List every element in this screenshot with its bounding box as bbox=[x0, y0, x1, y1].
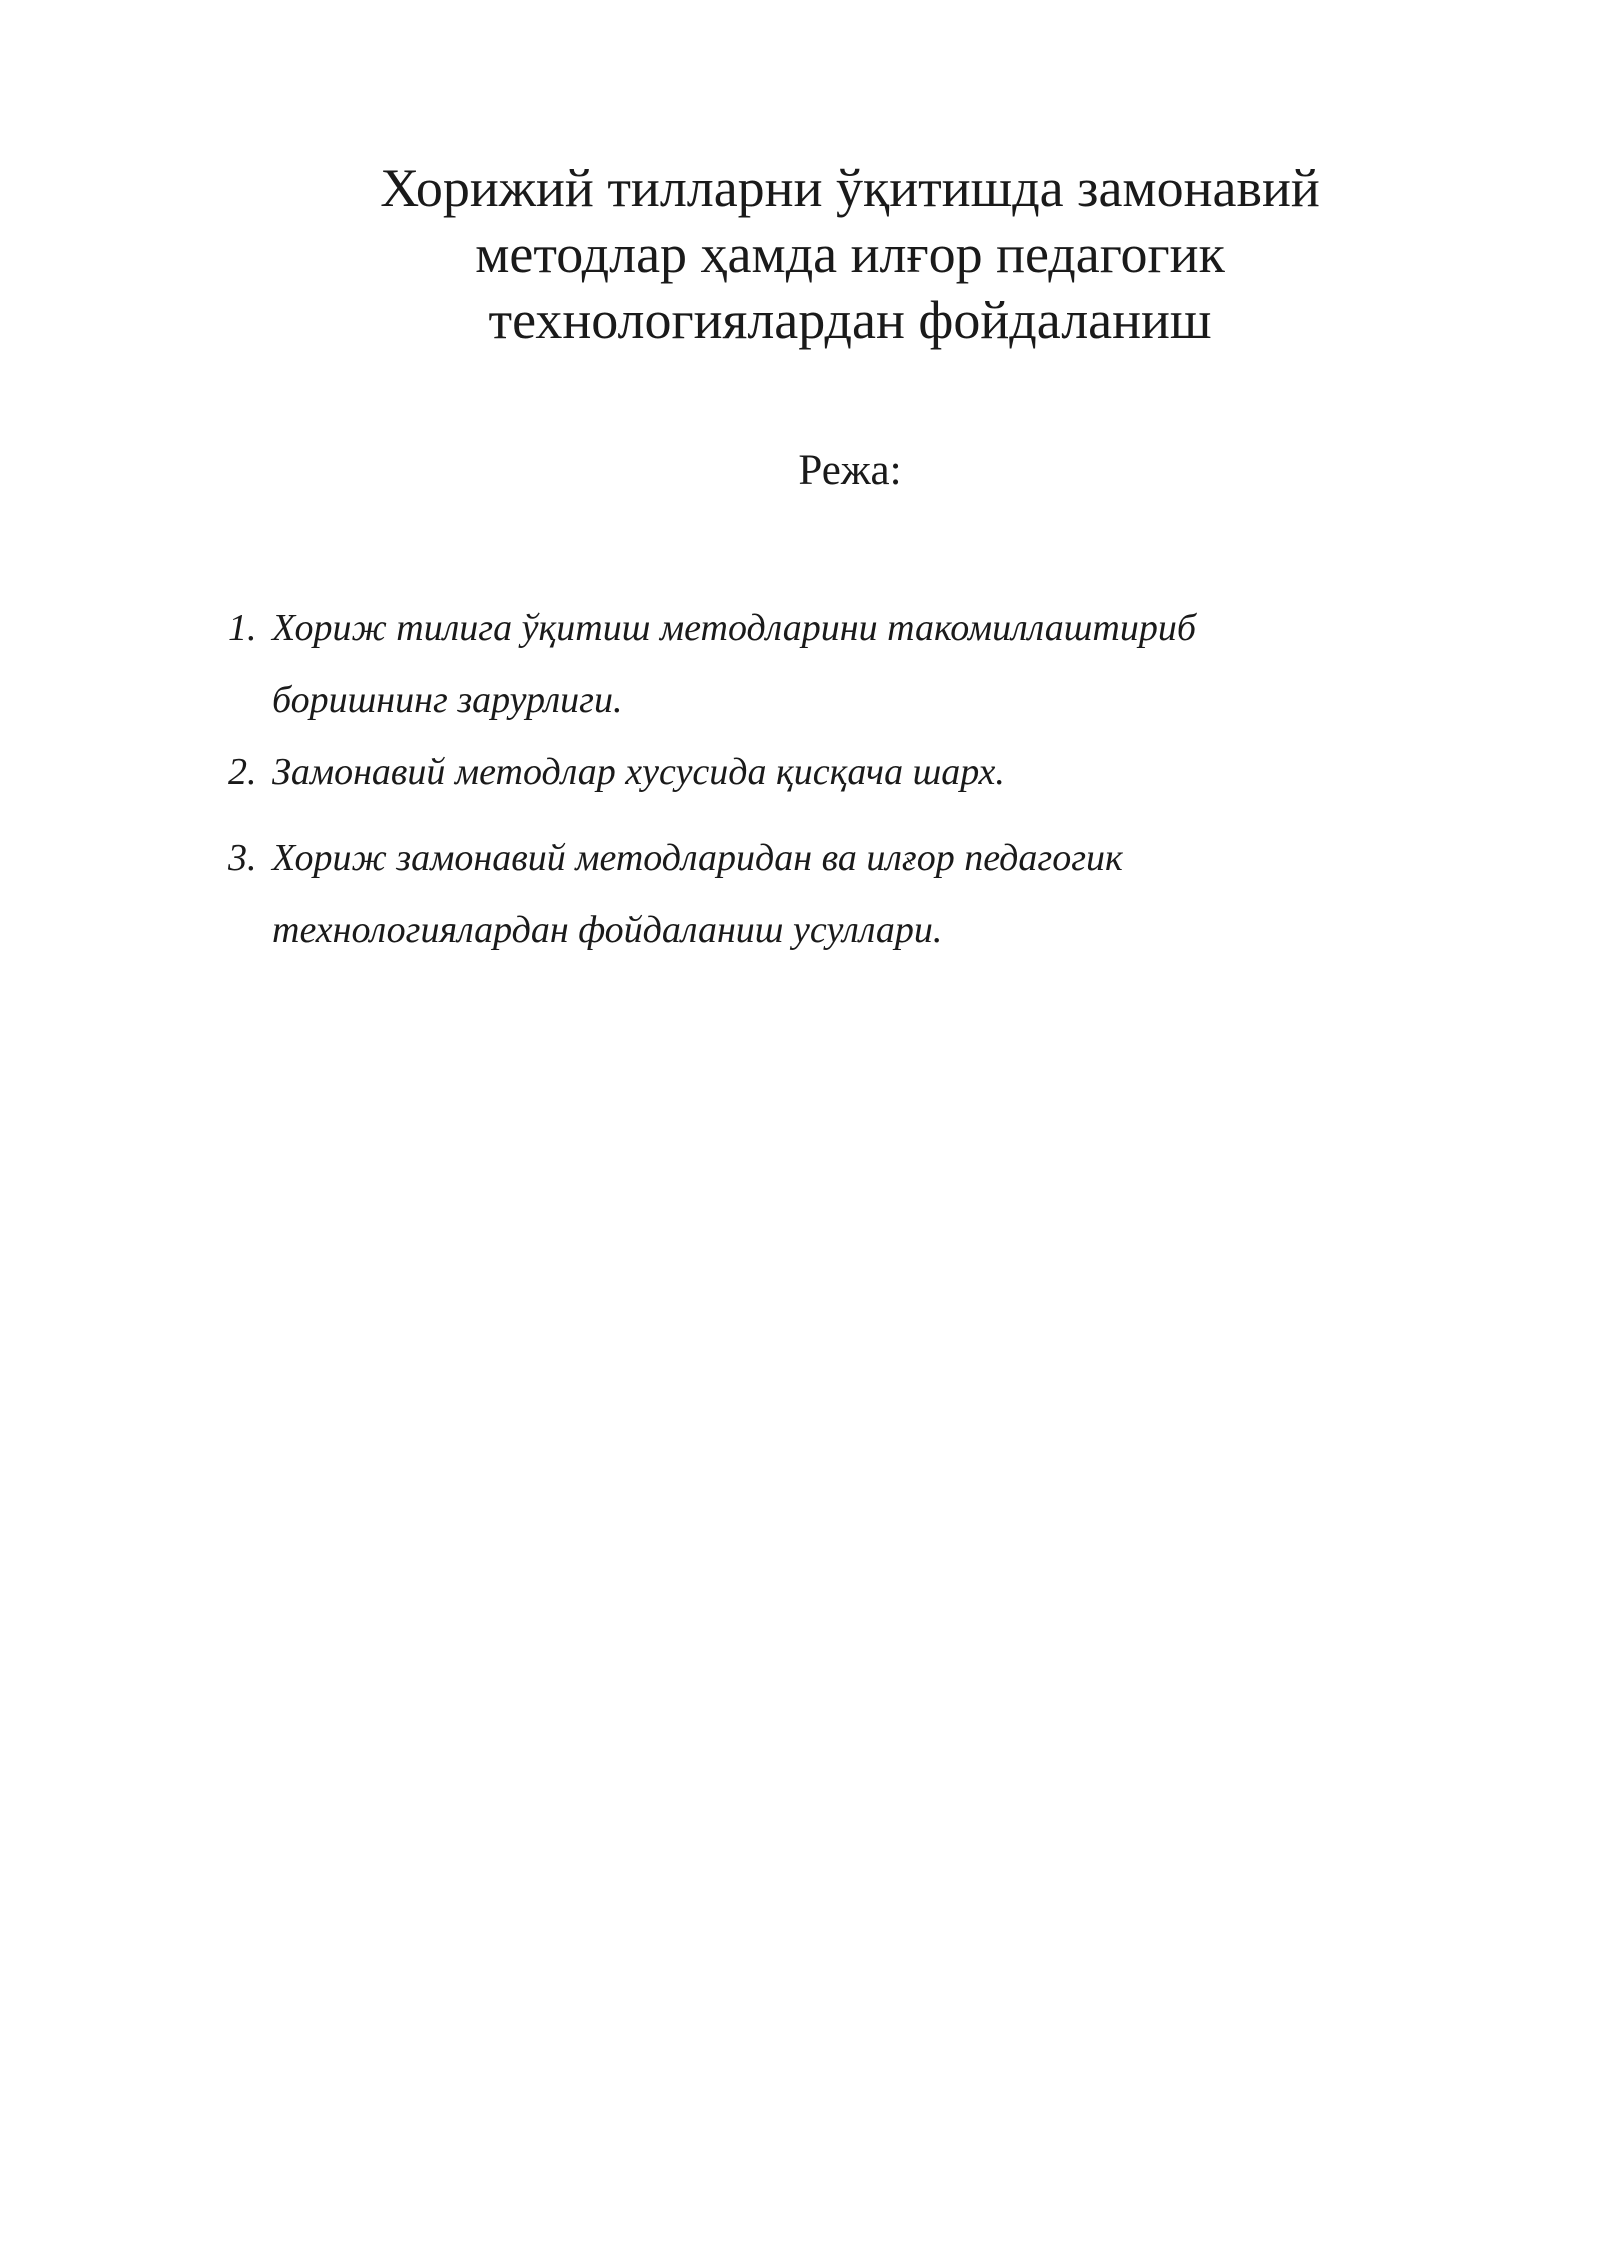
plan-list bbox=[228, 592, 1428, 966]
title-line-3: технологиялардан фойдаланиш bbox=[488, 290, 1212, 350]
plan-item-3 bbox=[228, 822, 1428, 966]
plan-item-text-line: Хориж замонавий методларидан ва илғор педагогик bbox=[272, 837, 1123, 879]
plan-item-text-line: боришнинг зарурлиги. bbox=[272, 679, 623, 721]
plan-item-2 bbox=[228, 736, 1428, 808]
plan-item-number: 2. bbox=[228, 751, 257, 793]
title-line-2: методлар ҳамда илғор педагогик bbox=[475, 224, 1225, 284]
plan-item-text-line: Замонавий методлар хусусида қисқача шарх. bbox=[272, 751, 1005, 793]
document-title bbox=[300, 155, 1400, 353]
plan-item-1 bbox=[228, 592, 1428, 736]
plan-item-text-line: Хориж тилига ўқитиш методларини такомиллаштириб bbox=[272, 607, 1196, 649]
plan-heading: Режа: bbox=[798, 447, 902, 494]
plan-item-text-line: технологиялардан фойдаланиш усуллари. bbox=[272, 909, 943, 951]
plan-item-number: 3. bbox=[228, 837, 257, 879]
title-line-1: Хорижий тилларни ўқитишда замонавий bbox=[380, 158, 1320, 218]
plan-item-number: 1. bbox=[228, 607, 257, 649]
